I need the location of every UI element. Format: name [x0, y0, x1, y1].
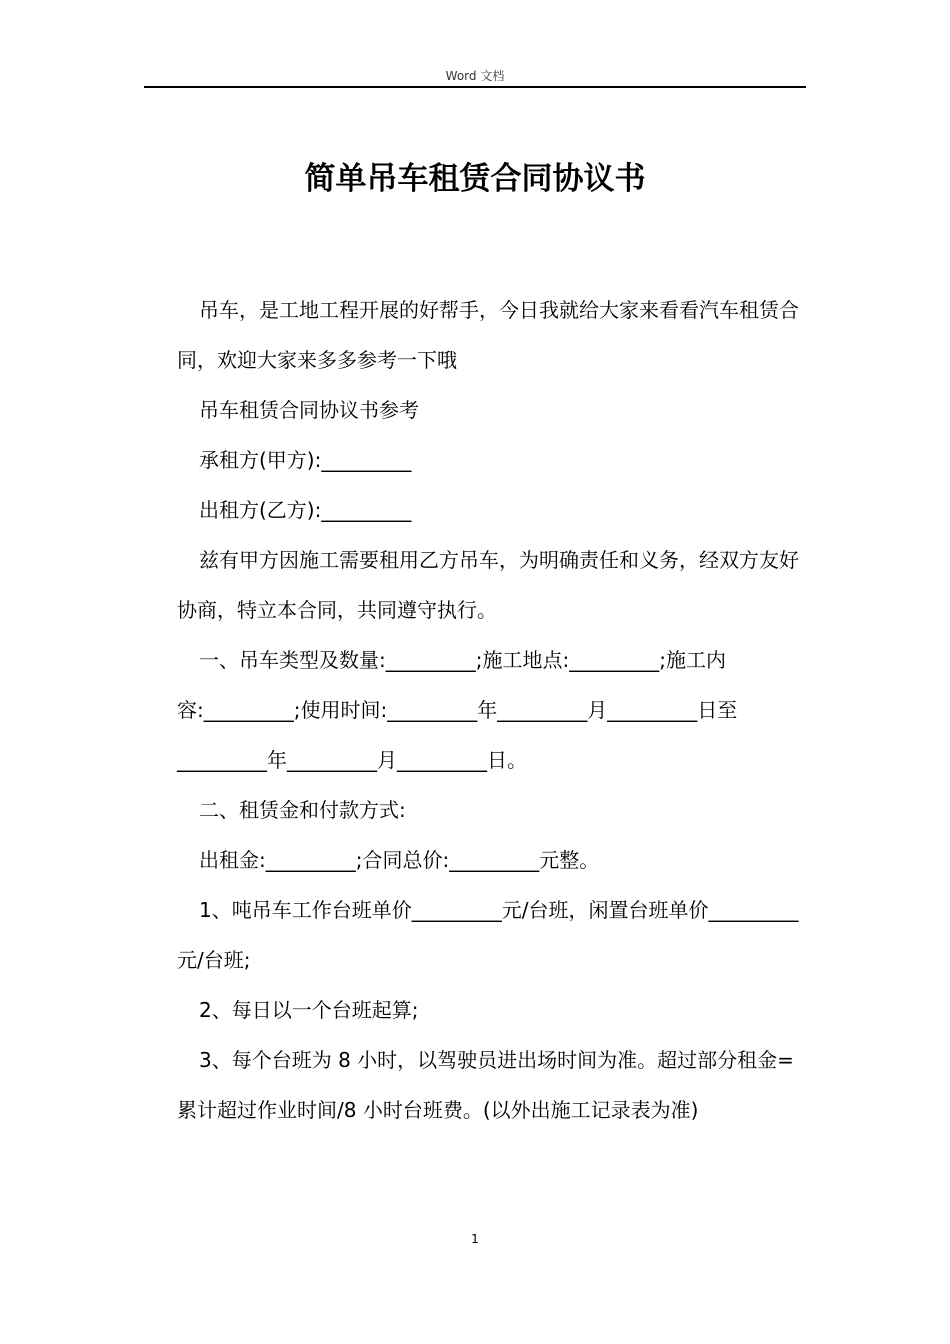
header-divider [144, 86, 806, 88]
page-number: 1 [471, 1232, 479, 1246]
document-body [177, 285, 803, 1135]
paragraph-item-3: 3、每个台班为 8 小时，以驾驶员进出场时间为准。超过部分租金=累计超过作业时间/8 小时台班费。(以外出施工记录表为准) [177, 1048, 794, 1122]
paragraph-preamble: 兹有甲方因施工需要租用乙方吊车，为明确责任和义务，经双方友好协商，特立本合同，共同遵守执行。 [177, 548, 799, 622]
paragraph-lessee: 承租方(甲方):_________ [199, 448, 412, 472]
paragraph-reference: 吊车租赁合同协议书参考 [199, 398, 419, 422]
paragraph-clause-2-heading: 二、租赁金和付款方式: [199, 798, 406, 822]
paragraph-lessor: 出租方(乙方):_________ [199, 498, 412, 522]
paragraph-item-1: 1、吨吊车工作台班单价_________元/台班，闲置台班单价_________元/台班; [177, 898, 799, 972]
page-header-label: Word 文档 [445, 69, 505, 83]
paragraph-intro: 吊车，是工地工程开展的好帮手，今日我就给大家来看看汽车租赁合同，欢迎大家来多多参考一下哦 [177, 298, 799, 372]
paragraph-clause-1: 一、吊车类型及数量:_________;施工地点:_________;施工内容:_________;使用时间:_________年_________月_________日至_________年_________月_________日。 [177, 648, 738, 772]
paragraph-rent-amount: 出租金:_________;合同总价:_________元整。 [199, 848, 600, 872]
paragraph-item-2: 2、每日以一个台班起算; [199, 998, 419, 1022]
document-title: 简单吊车租赁合同协议书 [304, 161, 646, 197]
